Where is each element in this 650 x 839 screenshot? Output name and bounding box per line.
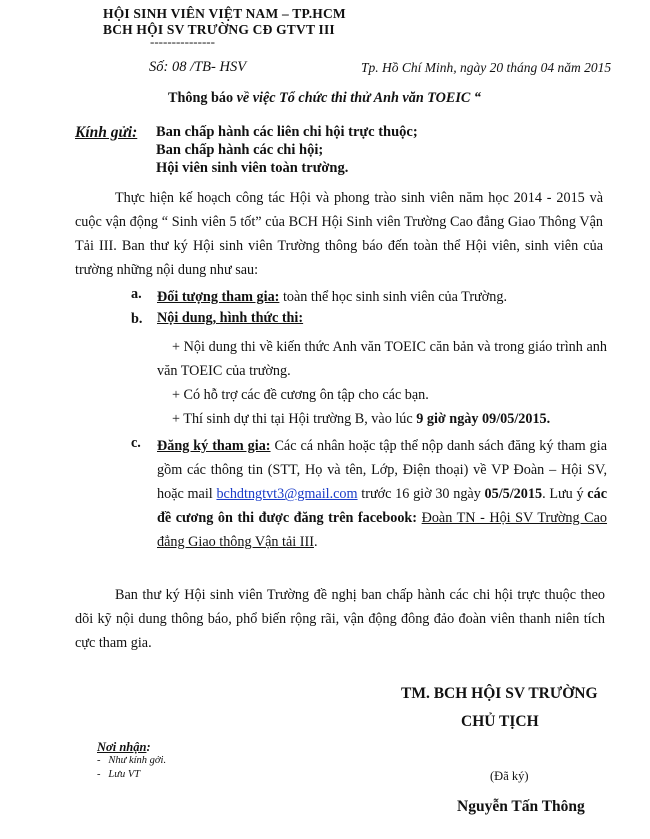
closing-paragraph: Ban thư ký Hội sinh viên Trường đề nghị ban chấp hành các chi hội trực thuộc theo dõi kỹ nội dung thông báo, phổ biến rộng rãi, vận động đông đảo đoàn viên thanh niên tích cực tham gia. (75, 587, 605, 651)
signed-mark: (Đã ký) (490, 769, 529, 783)
item-a-marker: a. (131, 286, 142, 302)
signer-name: Nguyễn Tấn Thông (457, 798, 585, 815)
title-prefix: Thông báo (168, 90, 234, 106)
org-unit: BCH HỘI SV TRƯỜNG CĐ GTVT III (103, 22, 335, 37)
contact-email-link[interactable]: bchdtngtvt3@gmail.com (216, 486, 358, 502)
item-b-line-2: + Có hỗ trợ các đề cương ôn tập cho các bạn. (172, 387, 429, 403)
title-rest: về việc Tổ chức thi thử Anh văn TOEIC “ (233, 90, 482, 106)
item-b-line-3 (172, 407, 612, 431)
org-name: HỘI SINH VIÊN VIỆT NAM – TP.HCM (103, 6, 346, 21)
signature-position: CHỦ TỊCH (461, 713, 539, 730)
item-c-label: Đăng ký tham gia: (157, 438, 271, 454)
item-c-text-5: . (313, 534, 318, 550)
item-a-label: Đối tượng tham gia: (157, 289, 280, 305)
recipient-line-1: Ban chấp hành các liên chi hội trực thuộc; (156, 124, 418, 140)
recipients-footer-item-2: - Lưu VT (97, 769, 141, 780)
intro-paragraph: Thực hiện kế hoạch công tác Hội và phong trào sinh viên năm học 2014 - 2015 và cuộc vận động “ Sinh viên 5 tốt” của BCH Hội Sinh viên Trường Cao đẳng Giao Thông Vận Tải III. Ban thư ký Hội sinh viên Trường thông báo đến toàn thể Hội viên, sinh viên của trường những nội dung như sau: (75, 190, 603, 278)
recipients-footer-colon: : (146, 740, 151, 754)
item-b-label: Nội dung, hình thức thi: (157, 310, 304, 326)
deadline-date: 05/5/2015 (484, 486, 543, 502)
facebook-page-link[interactable]: Đoàn TN - Hội SV Trường Cao đẳng Giao thông Vận tải III (157, 510, 608, 550)
item-b-line-3-text: + Thí sinh dự thi tại Hội trường B, vào lúc (172, 411, 417, 427)
item-b-line-1: + Nội dung thi về kiến thức Anh văn TOEIC căn bản và trong giáo trình anh văn TOEIC của trường. (157, 339, 607, 379)
item-c-text-2: trước 16 giờ 30 ngày (357, 486, 485, 502)
item-a-text: toàn thể học sinh sinh viên của Trường. (279, 289, 507, 305)
header-divider: --------------- (150, 34, 215, 49)
facebook-note: các đề cương ôn thi được đăng trên facebook: (157, 486, 607, 526)
recipient-line-2: Ban chấp hành các chi hội; (156, 142, 324, 158)
item-b-marker: b. (131, 311, 143, 327)
document-title (168, 90, 481, 107)
item-c (157, 434, 607, 554)
item-c-text-1: Các cá nhân hoặc tập thể nộp danh sách đăng ký tham gia gồm các thông tin (STT, Họ và tên, Lớp, Điện thoại) về VP Đoàn – Hội SV, hoặc mail (157, 438, 607, 502)
item-c-text-3: . Lưu ý (542, 486, 588, 502)
place-date: Tp. Hồ Chí Minh, ngày 20 tháng 04 năm 2015 (361, 60, 612, 75)
exam-time: 9 giờ ngày 09/05/2015. (416, 411, 551, 427)
signature-title: TM. BCH HỘI SV TRƯỜNG (401, 685, 598, 702)
recipients-footer-label (97, 740, 151, 755)
recipients-label: Kính gửi: (75, 124, 138, 141)
document-number: Số: 08 /TB- HSV (149, 59, 247, 75)
item-c-marker: c. (131, 435, 141, 451)
recipients-footer-item-1: - Như kính gởi. (97, 755, 167, 766)
recipients-footer-label-text: Nơi nhận (97, 740, 147, 754)
item-a (157, 285, 607, 309)
recipient-line-3: Hội viên sinh viên toàn trường. (156, 160, 349, 176)
